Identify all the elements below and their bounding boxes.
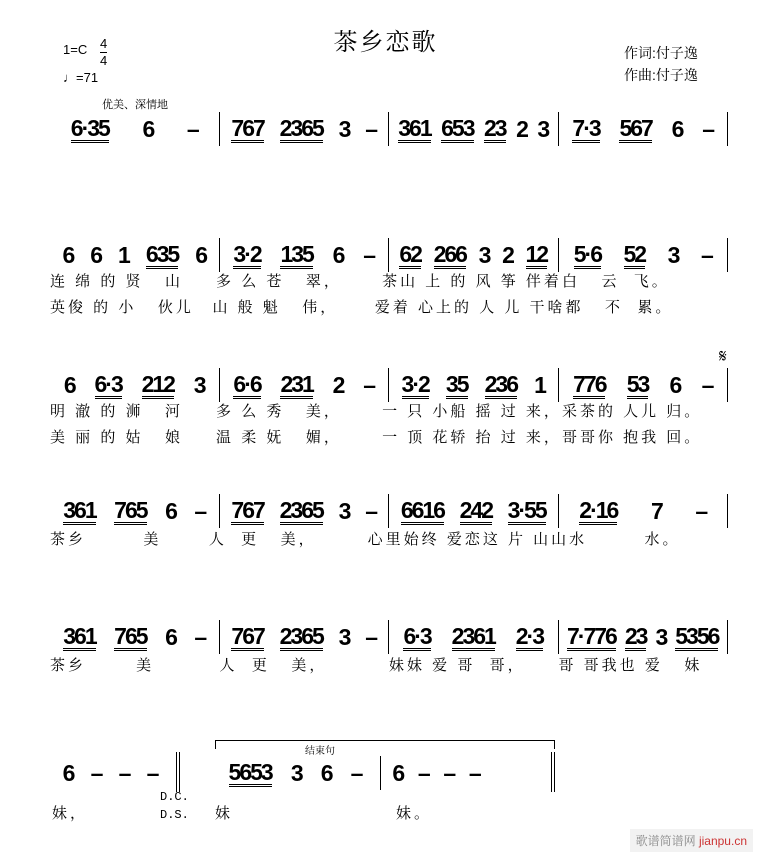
note-group: 266 bbox=[433, 240, 466, 267]
note-group: 2 bbox=[502, 241, 513, 268]
lyric-segment: 连 绵 的 贤 山 bbox=[50, 273, 184, 290]
lyric-line bbox=[50, 528, 728, 549]
note-group: 5356 bbox=[675, 622, 719, 649]
lyric-segment: 多 么 苍 翠， bbox=[216, 273, 342, 290]
note-group: 6616 bbox=[400, 496, 444, 523]
note-group: 62 bbox=[399, 240, 421, 267]
lyric-segment: 美 丽 的 姑 娘 bbox=[50, 429, 184, 446]
note-group: 765 bbox=[114, 622, 147, 649]
note-group: – bbox=[350, 759, 362, 786]
note-group: 1 bbox=[118, 241, 129, 268]
coda-measure-2 bbox=[215, 756, 375, 790]
note-group: – bbox=[700, 241, 712, 268]
watermark bbox=[630, 829, 753, 852]
measure bbox=[388, 368, 558, 402]
measure bbox=[558, 238, 728, 272]
note-group: 3 bbox=[290, 759, 302, 786]
lyric-line bbox=[50, 296, 728, 317]
measure bbox=[219, 112, 389, 146]
note-group: 6 bbox=[62, 241, 74, 268]
barline bbox=[727, 620, 728, 654]
note-group: 236 bbox=[484, 370, 517, 397]
note-group: 2 bbox=[516, 115, 527, 142]
note-group: 635 bbox=[145, 240, 179, 267]
note-group: 7·3 bbox=[572, 114, 600, 141]
note-group: – bbox=[443, 759, 455, 786]
note-group: – bbox=[363, 241, 375, 268]
measure bbox=[50, 756, 170, 790]
measure bbox=[381, 756, 491, 790]
note-group: – bbox=[186, 115, 198, 142]
lyric-segment: 妹妹 爱 哥 哥， bbox=[389, 657, 526, 674]
barline bbox=[727, 238, 728, 272]
time-denominator: 4 bbox=[100, 53, 108, 68]
lyric-segment: 人 更 美， bbox=[219, 657, 328, 674]
lyricist: 作词:付子逸 bbox=[624, 45, 698, 61]
measure bbox=[50, 620, 219, 654]
note-group: 6·35 bbox=[70, 114, 109, 141]
lyric-segment: 一 只 小船 摇 过 来， bbox=[382, 403, 562, 420]
note-group: 35 bbox=[445, 370, 468, 397]
key-signature: 1=C bbox=[63, 42, 88, 57]
note-group: 3 bbox=[537, 115, 549, 142]
lyric: 妹， bbox=[52, 805, 89, 822]
note-group: 6 bbox=[90, 241, 102, 268]
score-row bbox=[50, 620, 728, 654]
measure bbox=[219, 368, 389, 402]
note-group: 52 bbox=[623, 240, 646, 267]
coda-lyric-1 bbox=[52, 802, 730, 823]
barline bbox=[727, 112, 728, 146]
note-group: 2365 bbox=[279, 114, 323, 141]
measure bbox=[558, 368, 728, 402]
note-group: 361 bbox=[398, 114, 431, 141]
lyric-segment: 山 般 魁 伟， bbox=[212, 299, 339, 316]
lyric-line bbox=[50, 270, 728, 291]
note-group: 6 bbox=[62, 759, 74, 786]
note-group: 767 bbox=[231, 114, 264, 141]
measure bbox=[558, 112, 728, 146]
note-group: 3 bbox=[338, 623, 350, 650]
lyric-segment: 水 水。 bbox=[569, 531, 681, 548]
note-group: 653 bbox=[441, 114, 474, 141]
coda-measure-1 bbox=[50, 756, 170, 790]
measure bbox=[50, 368, 219, 402]
measure bbox=[50, 112, 219, 146]
note-group: 6·6 bbox=[233, 370, 261, 397]
note-group: 6 bbox=[332, 241, 344, 268]
time-signature bbox=[100, 36, 107, 69]
note-group: – bbox=[90, 759, 102, 786]
note-group: 767 bbox=[231, 496, 264, 523]
note-group: 6 bbox=[671, 115, 683, 142]
segno-icon: 𝄋 bbox=[719, 346, 727, 366]
lyric-segment: 采茶的 人儿 归。 bbox=[561, 403, 703, 420]
note-group: 3 bbox=[478, 241, 490, 268]
note-group: 361 bbox=[63, 622, 96, 649]
lyric-segment: 英俊 的 小 伙儿 bbox=[50, 299, 194, 316]
note-group: – bbox=[194, 497, 206, 524]
note-group: 3·55 bbox=[507, 496, 546, 523]
note-group: – bbox=[468, 759, 480, 786]
song-title: 茶乡恋歌 bbox=[333, 29, 438, 56]
note-group: – bbox=[118, 759, 130, 786]
lyric-segment: 茶山 上 的 风 筝 伴着 bbox=[382, 273, 562, 290]
note-group: 23 bbox=[484, 114, 506, 141]
note-group: 212 bbox=[141, 370, 174, 397]
lyric-segment: 多 么 秀 美， bbox=[216, 403, 342, 420]
note-group: 776 bbox=[573, 370, 606, 397]
ending-label: 结束句 bbox=[305, 746, 335, 757]
lyric-segment: 爱着 心上的 人 儿 干啥 bbox=[374, 299, 566, 316]
dc-marker: D.C. bbox=[160, 790, 189, 804]
note-group: 3 bbox=[338, 115, 350, 142]
note-group: 361 bbox=[63, 496, 96, 523]
note-group: 2·3 bbox=[515, 622, 544, 649]
measure bbox=[50, 238, 219, 272]
note-group: 1 bbox=[534, 371, 545, 398]
measure bbox=[219, 494, 389, 528]
measure bbox=[558, 494, 728, 528]
lyric: 妹。 bbox=[396, 805, 433, 822]
lyric-segment: 人 更 美， bbox=[208, 531, 317, 548]
note-group: 2365 bbox=[279, 622, 323, 649]
lyric: 妹 bbox=[215, 805, 234, 822]
note-group: 6 bbox=[63, 371, 75, 398]
note-group: 242 bbox=[459, 496, 492, 523]
lyric-segment: 哥 哥我也 爱 妹 bbox=[558, 657, 703, 674]
measure bbox=[219, 238, 389, 272]
score-row bbox=[50, 238, 728, 272]
note-group: 3·2 bbox=[233, 240, 261, 267]
lyric-segment: 都 不 累。 bbox=[565, 299, 674, 316]
ending-bracket bbox=[215, 740, 555, 749]
coda-lyric-3 bbox=[396, 802, 456, 823]
score-row bbox=[50, 368, 728, 402]
measure bbox=[388, 620, 558, 654]
note-group: 6 bbox=[320, 759, 332, 786]
lyric-segment: 明 澈 的 浉 河 bbox=[50, 403, 184, 420]
measure bbox=[388, 112, 558, 146]
barline bbox=[727, 494, 728, 528]
note-group: – bbox=[194, 623, 206, 650]
note-group: – bbox=[417, 759, 429, 786]
final-double-barline bbox=[551, 752, 555, 792]
ds-marker: D.S. bbox=[160, 808, 189, 822]
note-group: 567 bbox=[619, 114, 652, 141]
note-group: – bbox=[365, 497, 377, 524]
note-group: 135 bbox=[280, 240, 313, 267]
note-group: 3 bbox=[667, 241, 679, 268]
lyric-line bbox=[50, 400, 728, 421]
composer: 作曲:付子逸 bbox=[624, 67, 698, 83]
watermark-text: 歌谱简谱网 bbox=[635, 834, 696, 848]
note-group: 23 bbox=[624, 622, 647, 649]
note-group: – bbox=[695, 497, 707, 524]
watermark-site: jianpu.cn bbox=[698, 834, 747, 848]
note-group: 6 bbox=[165, 497, 176, 524]
note-group: 3·2 bbox=[401, 370, 429, 397]
note-group: 6 bbox=[392, 759, 404, 786]
lyric-segment: 一 顶 花轿 抬 过 来， bbox=[382, 429, 562, 446]
note-group: 6·3 bbox=[403, 622, 431, 649]
lyric-segment: 哥哥你 抱我 回。 bbox=[561, 429, 703, 446]
note-group: 765 bbox=[114, 496, 147, 523]
barline bbox=[727, 368, 728, 402]
lyric-line bbox=[50, 654, 728, 675]
note-group: – bbox=[146, 759, 158, 786]
coda-lyric-2 bbox=[215, 802, 275, 823]
coda-measure-3 bbox=[380, 756, 491, 790]
note-group: 3 bbox=[338, 497, 350, 524]
note-group: – bbox=[365, 115, 377, 142]
credits bbox=[624, 42, 698, 86]
note-group: 5653 bbox=[228, 758, 272, 785]
time-numerator: 4 bbox=[100, 36, 108, 51]
score-row bbox=[50, 112, 728, 146]
measure bbox=[388, 494, 558, 528]
measure bbox=[50, 494, 219, 528]
lyric-segment: 温 柔 妩 媚， bbox=[216, 429, 342, 446]
note-group: 7 bbox=[650, 497, 662, 524]
lyric-segment: 茶乡 美 bbox=[50, 657, 155, 674]
note-group: 6 bbox=[165, 623, 176, 650]
note-group: 5·6 bbox=[573, 240, 601, 267]
note-group: 12 bbox=[525, 240, 548, 267]
note-group: 2365 bbox=[279, 496, 323, 523]
note-group: 53 bbox=[626, 370, 649, 397]
score-row bbox=[50, 494, 728, 528]
double-barline bbox=[176, 752, 180, 792]
measure bbox=[388, 238, 558, 272]
note-group: – bbox=[365, 623, 377, 650]
measure bbox=[219, 620, 389, 654]
measure bbox=[558, 620, 728, 654]
note-group: – bbox=[701, 371, 713, 398]
note-group: 6 bbox=[669, 371, 681, 398]
note-group: 767 bbox=[231, 622, 264, 649]
note-group: 6 bbox=[142, 115, 154, 142]
note-group: 231 bbox=[280, 370, 313, 397]
note-group: – bbox=[363, 371, 375, 398]
note-group: 2·16 bbox=[579, 496, 618, 523]
expression-marking: 优美、深情地 bbox=[102, 99, 168, 111]
note-group: – bbox=[702, 115, 714, 142]
note-group: 2 bbox=[332, 371, 344, 398]
lyric-line bbox=[50, 426, 728, 447]
tempo-marking: ♩=71 bbox=[63, 70, 99, 85]
lyric-segment: 白 云 飞。 bbox=[561, 273, 670, 290]
note-group: 3 bbox=[193, 371, 205, 398]
note-group: 3 bbox=[655, 623, 667, 650]
note-group: 7·776 bbox=[567, 622, 616, 649]
note-group: 6 bbox=[195, 241, 206, 268]
lyric-segment: 心里始终 爱恋这 片 山山 bbox=[367, 531, 570, 548]
note-group: 6·3 bbox=[94, 370, 122, 397]
lyric-segment: 茶乡 美 bbox=[50, 531, 162, 548]
note-group: 2361 bbox=[451, 622, 495, 649]
measure bbox=[215, 756, 375, 790]
